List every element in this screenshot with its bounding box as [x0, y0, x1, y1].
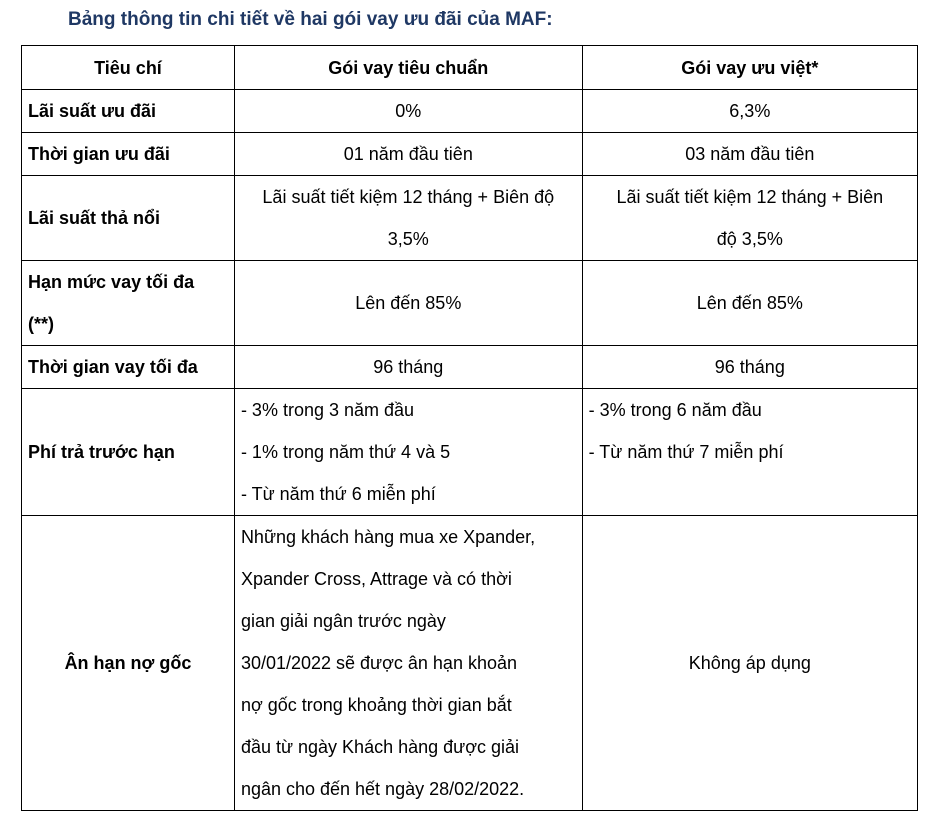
- criteria-text: Lãi suất thả nổi: [28, 208, 161, 228]
- criteria-text-line: (**): [28, 314, 54, 334]
- table-header-row: [22, 46, 918, 90]
- criteria-text: Thời gian vay tối đa: [28, 357, 198, 377]
- standard-fee-item: - 1% trong năm thứ 4 và 5: [240, 442, 451, 462]
- criteria-cell: [22, 516, 235, 811]
- premium-fee-item: - 3% trong 6 năm đầu: [588, 400, 762, 420]
- criteria-text: Phí trả trước hạn: [28, 442, 175, 462]
- table-row: [22, 133, 918, 176]
- table-row: [22, 346, 918, 389]
- standard-grace-line: đầu từ ngày Khách hàng được giải: [240, 737, 520, 757]
- standard-value: 96 tháng: [373, 357, 444, 377]
- standard-fee-item: - Từ năm thứ 6 miễn phí: [240, 484, 436, 504]
- criteria-cell: [22, 176, 235, 261]
- premium-value-cell: [582, 133, 917, 176]
- criteria-cell: [22, 90, 235, 133]
- table-row: [22, 389, 918, 516]
- standard-value: 0%: [395, 101, 422, 121]
- premium-value-cell: [582, 176, 917, 261]
- criteria-text: Thời gian ưu đãi: [28, 144, 170, 164]
- page-title: Bảng thông tin chi tiết về hai gói vay ưu đãi của MAF:: [68, 9, 553, 30]
- premium-value-cell: [582, 261, 917, 346]
- standard-value: Lên đến 85%: [355, 293, 462, 313]
- premium-value: 6,3%: [729, 101, 771, 121]
- standard-value-cell: [234, 176, 582, 261]
- table-row: [22, 516, 918, 811]
- standard-value-line: 3,5%: [387, 229, 429, 249]
- header-standard-package: Gói vay tiêu chuẩn: [234, 46, 582, 90]
- premium-value: 03 năm đầu tiên: [685, 144, 815, 164]
- standard-value: 01 năm đầu tiên: [343, 144, 473, 164]
- standard-value-cell: [234, 346, 582, 389]
- table-row: [22, 176, 918, 261]
- standard-value-cell: [234, 90, 582, 133]
- table-row: [22, 90, 918, 133]
- premium-value: 96 tháng: [714, 357, 785, 377]
- standard-value-cell: [234, 261, 582, 346]
- premium-value-line: độ 3,5%: [716, 229, 783, 249]
- criteria-cell: [22, 346, 235, 389]
- premium-fee-item: - Từ năm thứ 7 miễn phí: [588, 442, 784, 462]
- loan-comparison-table: [21, 45, 918, 811]
- premium-value-cell: [582, 90, 917, 133]
- criteria-text: Lãi suất ưu đãi: [28, 101, 157, 121]
- premium-value: Lên đến 85%: [696, 293, 803, 313]
- criteria-cell: [22, 389, 235, 516]
- standard-value-cell: [234, 389, 582, 516]
- standard-value-line: Lãi suất tiết kiệm 12 tháng + Biên độ: [262, 187, 555, 207]
- premium-value-cell: [582, 346, 917, 389]
- standard-grace-line: Những khách hàng mua xe Xpander,: [240, 527, 536, 547]
- standard-grace-line: ngân cho đến hết ngày 28/02/2022.: [240, 779, 525, 799]
- header-criteria: Tiêu chí: [22, 46, 235, 90]
- standard-fee-item: - 3% trong 3 năm đầu: [240, 400, 415, 420]
- standard-grace-line: 30/01/2022 sẽ được ân hạn khoản: [240, 653, 518, 673]
- header-premium-package: Gói vay ưu việt*: [582, 46, 917, 90]
- criteria-text: Ân hạn nợ gốc: [64, 653, 192, 673]
- premium-value-line: Lãi suất tiết kiệm 12 tháng + Biên: [616, 187, 884, 207]
- standard-value-cell: [234, 516, 582, 811]
- premium-value-cell: [582, 389, 917, 516]
- standard-value-cell: [234, 133, 582, 176]
- criteria-cell: [22, 133, 235, 176]
- criteria-cell: [22, 261, 235, 346]
- standard-grace-line: Xpander Cross, Attrage và có thời: [240, 569, 512, 589]
- premium-value: Không áp dụng: [688, 653, 811, 673]
- standard-grace-line: gian giải ngân trước ngày: [240, 611, 446, 631]
- standard-grace-line: nợ gốc trong khoảng thời gian bắt: [240, 695, 512, 715]
- criteria-text-line: Hạn mức vay tối đa: [28, 272, 195, 292]
- premium-value-cell: [582, 516, 917, 811]
- table-row: [22, 261, 918, 346]
